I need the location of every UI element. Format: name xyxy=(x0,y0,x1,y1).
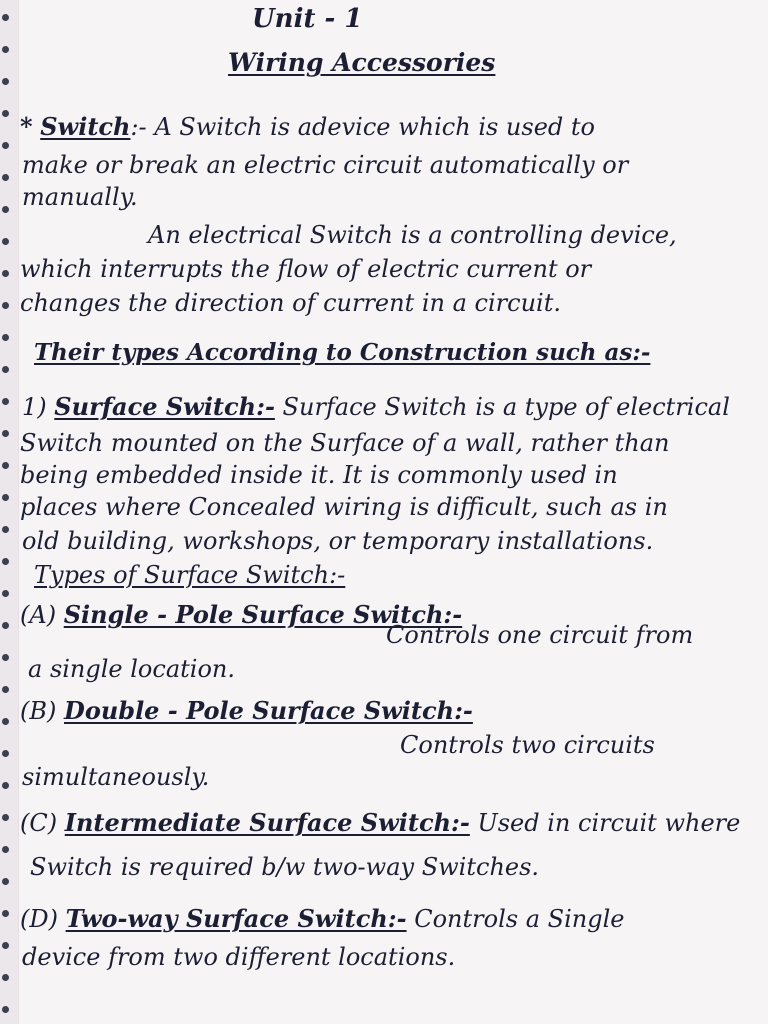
item-a-term: Single - Pole Surface Switch:- xyxy=(63,600,463,629)
binding-hole xyxy=(2,1006,9,1013)
item-d-marker: (D) xyxy=(20,905,58,933)
item-a-marker: (A) xyxy=(20,601,57,629)
item-a-cont: a single location. xyxy=(28,655,235,683)
electrical-definition-line-1: An electrical Switch is a controlling device, xyxy=(148,221,677,249)
switch-definition-line-2: make or break an electric circuit automatically or xyxy=(22,151,629,179)
switch-definition-line-3: manually. xyxy=(22,183,138,211)
types-heading: Their types According to Construction such as:- xyxy=(34,339,651,366)
binding-hole xyxy=(2,526,9,533)
binding-hole xyxy=(2,718,9,725)
switch-marker: * xyxy=(20,112,33,141)
binding-hole xyxy=(2,878,9,885)
binding-hole xyxy=(2,334,9,341)
margin-line xyxy=(18,0,19,1024)
surface-switch-text-1: Surface Switch is a type of electrical xyxy=(282,393,730,421)
item-d-cont: device from two different locations. xyxy=(22,943,456,971)
binding-hole xyxy=(2,270,9,277)
item-b-marker: (B) xyxy=(20,697,57,725)
item-b-line-1 xyxy=(20,696,473,726)
binding-hole xyxy=(2,142,9,149)
electrical-definition-line-3: changes the direction of current in a circuit. xyxy=(20,289,561,317)
surface-switch-term: Surface Switch:- xyxy=(54,392,275,421)
binding-hole xyxy=(2,78,9,85)
binding-hole xyxy=(2,846,9,853)
binding-hole xyxy=(2,462,9,469)
surface-switch-line-2: Switch mounted on the Surface of a wall, rather than xyxy=(20,429,670,457)
binding-hole xyxy=(2,910,9,917)
binding-hole xyxy=(2,686,9,693)
item-b-text: Controls two circuits xyxy=(400,731,655,759)
item-d-line-1 xyxy=(20,904,624,934)
binding-hole xyxy=(2,654,9,661)
binding-hole xyxy=(2,238,9,245)
switch-separator: :- xyxy=(130,113,147,141)
item-d-term: Two-way Surface Switch:- xyxy=(65,904,407,933)
surface-switch-number: 1) xyxy=(22,393,47,421)
unit-heading: Unit - 1 xyxy=(252,4,363,34)
electrical-definition-line-2: which interrupts the flow of electric current or xyxy=(20,255,592,283)
binding-hole xyxy=(2,174,9,181)
binding-hole xyxy=(2,750,9,757)
switch-definition-line-1 xyxy=(20,112,595,142)
switch-term: Switch xyxy=(40,112,131,141)
switch-definition-text-1: A Switch is adevice which is used to xyxy=(154,113,595,141)
item-c-cont: Switch is required b/w two-way Switches. xyxy=(30,853,540,881)
binding-hole xyxy=(2,398,9,405)
surface-switch-line-1 xyxy=(22,392,730,422)
binding-hole xyxy=(2,430,9,437)
binding-hole xyxy=(2,206,9,213)
item-a-text: Controls one circuit from xyxy=(386,621,694,649)
binding-hole xyxy=(2,366,9,373)
binding-hole xyxy=(2,558,9,565)
binding-hole xyxy=(2,590,9,597)
item-c-line-1 xyxy=(20,808,740,838)
binding-hole xyxy=(2,302,9,309)
surface-switch-line-4: places where Concealed wiring is difficult, such as in xyxy=(20,493,668,521)
binding-hole xyxy=(2,814,9,821)
item-c-marker: (C) xyxy=(20,809,58,837)
item-c-term: Intermediate Surface Switch:- xyxy=(64,808,470,837)
item-c-text: Used in circuit where xyxy=(477,809,741,837)
subject-heading: Wiring Accessories xyxy=(228,48,496,77)
item-d-text: Controls a Single xyxy=(414,905,625,933)
spiral-binding xyxy=(0,0,18,1024)
types-of-surface-heading: Types of Surface Switch:- xyxy=(34,561,346,589)
binding-hole xyxy=(2,110,9,117)
binding-hole xyxy=(2,494,9,501)
item-b-cont: simultaneously. xyxy=(22,763,210,791)
binding-hole xyxy=(2,622,9,629)
binding-hole xyxy=(2,942,9,949)
binding-hole xyxy=(2,974,9,981)
binding-hole xyxy=(2,46,9,53)
surface-switch-line-3: being embedded inside it. It is commonly used in xyxy=(20,461,618,489)
binding-hole xyxy=(2,782,9,789)
binding-hole xyxy=(2,14,9,21)
item-b-term: Double - Pole Surface Switch:- xyxy=(64,696,473,725)
surface-switch-line-5: old building, workshops, or temporary installations. xyxy=(22,527,654,555)
